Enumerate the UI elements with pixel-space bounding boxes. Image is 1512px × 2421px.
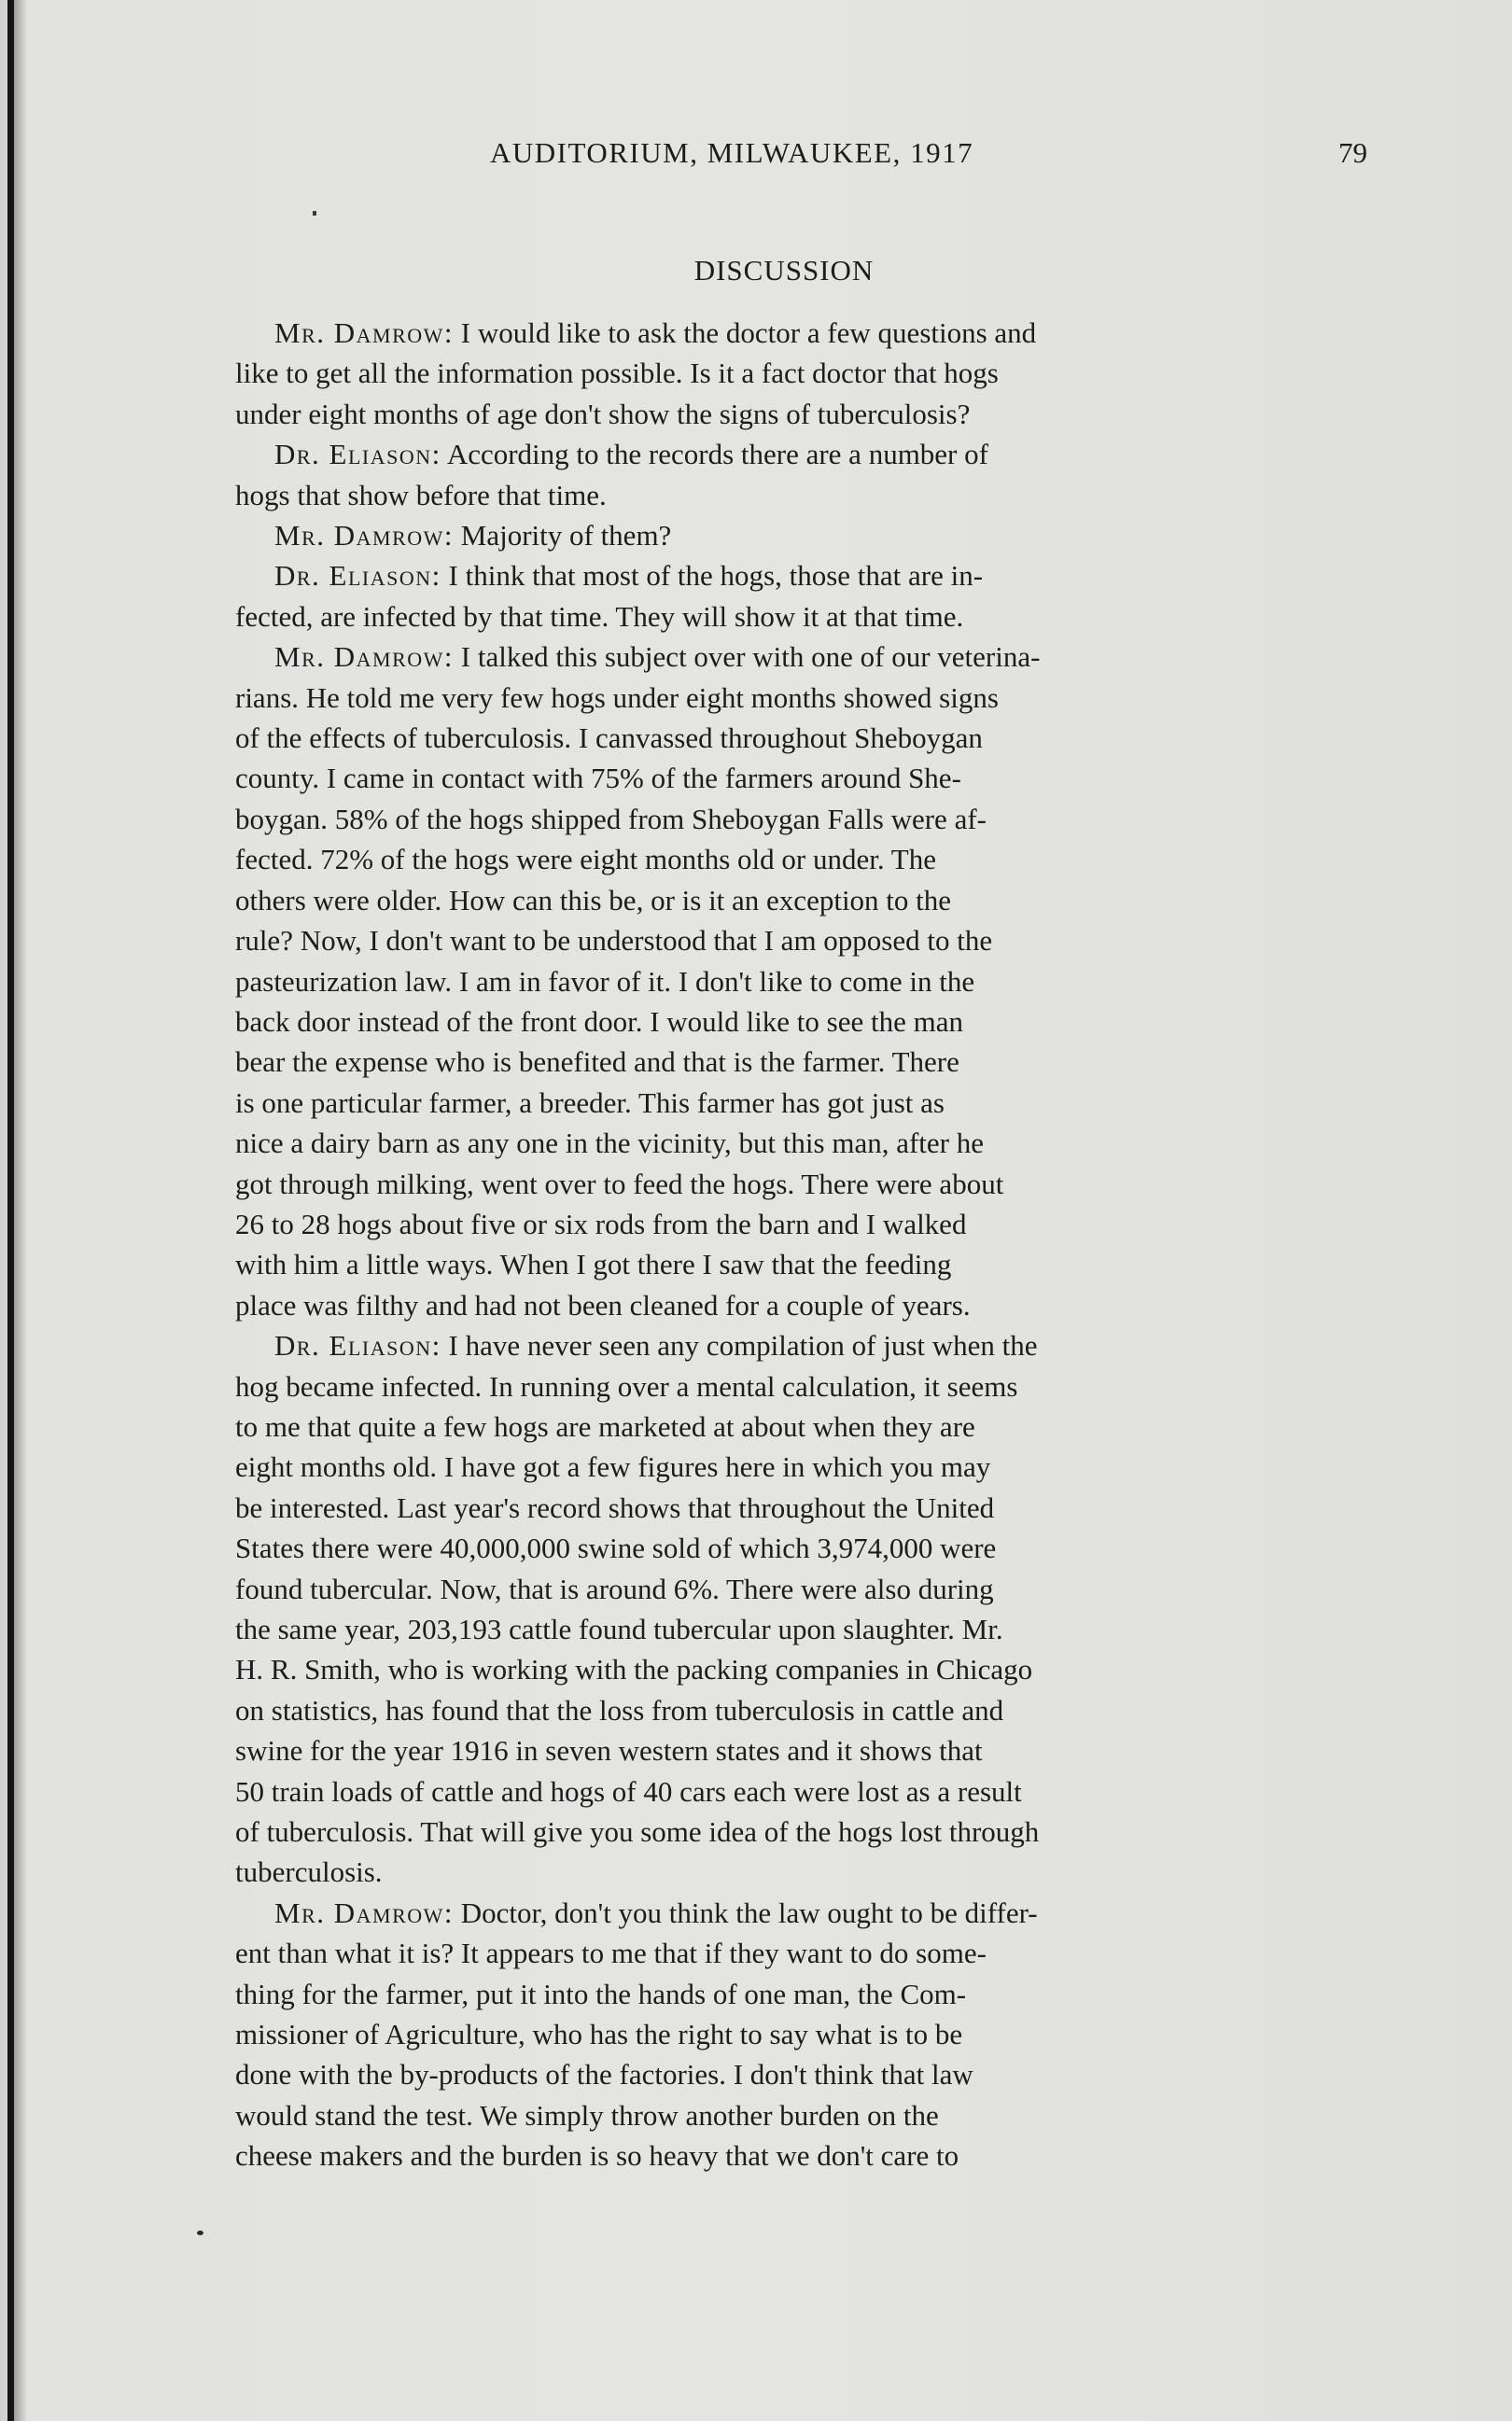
- paragraph-text: I talked this subject over with one of our veterina- rians. He told me very few hogs under eight months showed signs of the effects of tuberculosis. I canvassed throughout Sheboygan county. I came in contact with 75% of the farmers around She- boygan. 58% of the hogs shipped from Sheboygan Falls were af- fected. 72% of the hogs were eight months old or under. The others were older. How can this be, or is it an exception to the rule? Now, I don't want to be understood that I am opposed to the pasteurization law. I am in favor of it. I don't like to come in the back door instead of the front door. I would like to see the man bear the expense who is benefited and that is the farmer. There is one particular farmer, a breeder. This farmer has got just as nice a dairy barn as any one in the vicinity, but this man, after he got through milking, went over to feed the hogs. There were about 26 to 28 hogs about five or six rods from the barn and I walked with him a little ways. When I got there I saw that the feeding place was filthy and had not been cleaned for a couple of years.: [235, 640, 1041, 1322]
- ink-speck: [197, 2231, 203, 2235]
- page-number: 79: [1338, 136, 1367, 169]
- speaker-name: Mr. Damrow:: [274, 316, 455, 349]
- section-heading: DISCUSSION: [693, 254, 875, 287]
- paragraph-text: According to the records there are a number of hogs that show before that time.: [235, 438, 988, 511]
- binding-edge: [7, 0, 14, 2421]
- speaker-name: Mr. Damrow:: [274, 1896, 455, 1929]
- discussion-body: [235, 313, 1365, 2176]
- speaker-name: Dr. Eliason:: [274, 438, 441, 471]
- running-head: [233, 136, 1367, 181]
- paragraph: [235, 555, 1365, 637]
- paragraph: [235, 637, 1365, 1325]
- paragraph-text: Doctor, don't you think the law ought to be differ- ent than what it is? It appears to me that if they want to do some- thing for the farmer, put it into the hands of one man, the Com- missioner of Agriculture, who has the right to say what is to be done with the by-products of the factories. I don't think that law would stand the test. We simply throw another burden on the cheese makers and the burden is so heavy that we don't care to: [235, 1896, 1038, 2173]
- paragraph: [235, 313, 1365, 434]
- paragraph-text: Majority of them?: [460, 519, 672, 553]
- paragraph-text: I think that most of the hogs, those that are in- fected, are infected by that time. They will show it at that time.: [235, 559, 984, 633]
- speaker-name: Dr. Eliason:: [274, 559, 441, 593]
- paragraph-text: I would like to ask the doctor a few questions and like to get all the information possible. Is it a fact doctor that hogs under eight months of age don't show the signs of tuberculosis?: [235, 316, 1037, 430]
- speaker-name: Dr. Eliason:: [274, 1329, 441, 1363]
- paragraph: [235, 515, 1365, 555]
- binding-shadow: [14, 0, 27, 2421]
- paragraph: [235, 1325, 1365, 1893]
- paragraph: [235, 1893, 1365, 2176]
- paragraph: [235, 434, 1365, 515]
- speaker-name: Mr. Damrow:: [274, 519, 455, 553]
- paragraph-text: I have never seen any compilation of just when the hog became infected. In running over a mental calculation, it seems to me that quite a few hogs are marketed at about when they are eight months old. I have got a few figures here in which you may be interested. Last year's record shows that throughout the United States there were 40,000,000 swine sold of which 3,974,000 were found tubercular. Now, that is around 6%. There were also during the same year, 203,193 cattle found tubercular upon slaughter. Mr. H. R. Smith, who is working with the packing companies in Chicago on statistics, has found that the loss from tuberculosis in cattle and swine for the year 1916 in seven western states and it shows that 50 train loads of cattle and hogs of 40 cars each were lost as a result of tuberculosis. That will give you some idea of the hogs lost through tuberculosis.: [235, 1329, 1040, 1889]
- ink-speck: [313, 211, 316, 216]
- running-title: AUDITORIUM, MILWAUKEE, 1917: [490, 136, 974, 169]
- speaker-name: Mr. Damrow:: [274, 640, 455, 674]
